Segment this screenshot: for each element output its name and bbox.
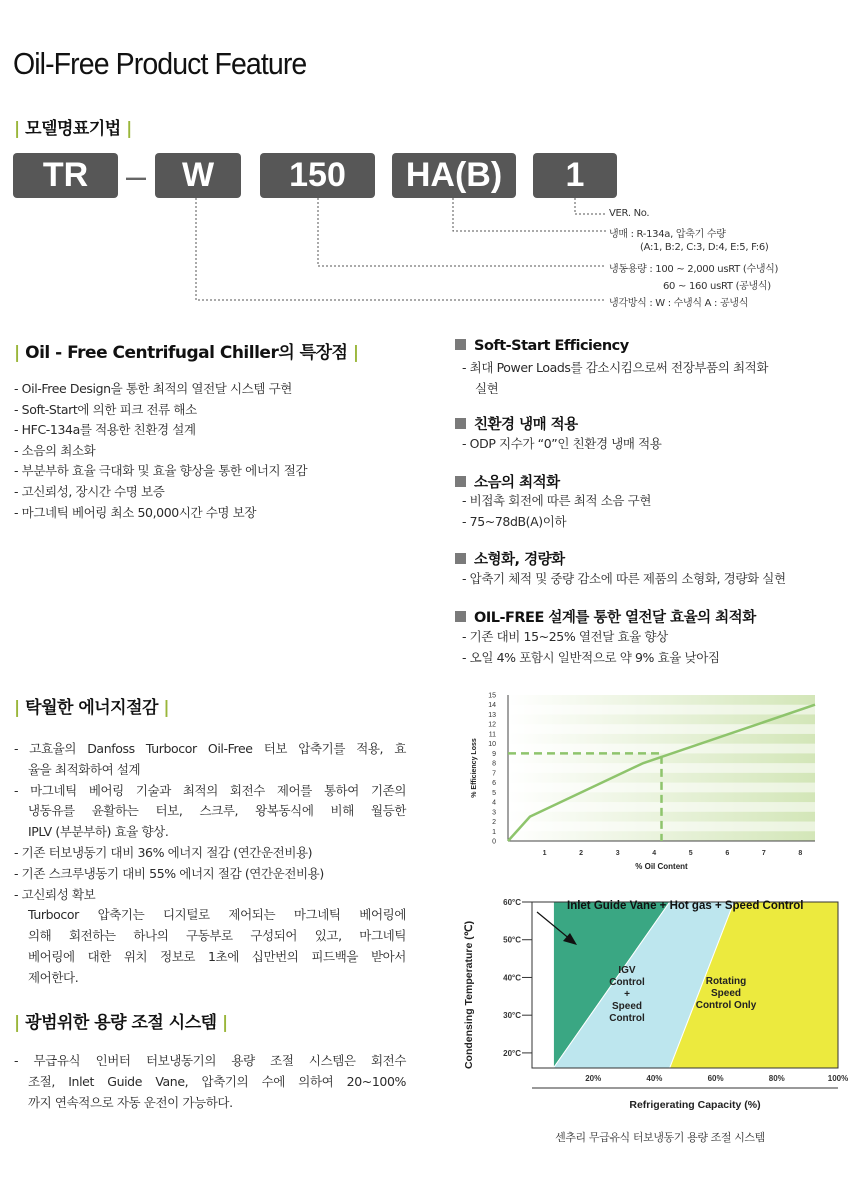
y-tick-label: 12: [488, 721, 496, 729]
stripe-band: [508, 705, 815, 715]
x-tick-label: 1: [542, 850, 547, 857]
feature-compact-title: 소형화, 경량화: [455, 548, 565, 569]
square-bullet-icon: [455, 339, 466, 350]
y-tick-label: 30°C: [503, 1011, 521, 1021]
stripe-band: [508, 724, 815, 734]
y-tick-label: 10: [488, 741, 496, 749]
x-tick-label: 60%: [707, 1074, 724, 1083]
list-item: 냉동유를 윤활하는 터보, 스크루, 왕복동식에 비해 월등한: [28, 803, 406, 819]
x-tick-label: 100%: [827, 1074, 849, 1083]
y-tick-label: 60°C: [503, 898, 521, 907]
x-tick-label: 80%: [768, 1074, 785, 1083]
legend-refrigerant: 냉매 : R-134a, 압축기 수량: [609, 229, 726, 240]
energy-heading: | 탁월한 에너지절감 |: [14, 698, 170, 718]
y-tick-label: 20°C: [503, 1048, 521, 1058]
energy-list: [14, 739, 406, 989]
feature-compact-body: - 압축기 체적 및 중량 감소에 따른 제품의 소형화, 경량화 실현: [462, 571, 786, 586]
capacity-control-chart: [455, 890, 850, 1120]
y-axis-label: % Efficiency Loss: [471, 738, 478, 798]
square-bullet-icon: [455, 553, 466, 564]
y-tick-label: 2: [492, 819, 496, 827]
x-tick-label: 20%: [585, 1074, 602, 1083]
feature-heat-transfer-title: OIL-FREE 설계를 통한 열전달 효율의 최적화: [455, 606, 756, 627]
x-tick-label: 2: [579, 850, 584, 857]
legend-capacity-air: 60 ~ 160 usRT (공냉식): [663, 281, 771, 292]
list-item: - 마그네틱 베어링 기술과 최적의 회전수 제어를 통하여 기존의: [14, 782, 406, 798]
y-tick-label: 50°C: [503, 935, 521, 945]
list-item: - Oil-Free Design을 통한 최적의 열전달 시스템 구현: [14, 381, 292, 396]
stripe-band: [508, 744, 815, 754]
x-axis-label: % Oil Content: [635, 862, 688, 871]
region-label-igv: Speed: [611, 1001, 643, 1012]
y-tick-label: 1: [492, 828, 496, 836]
x-tick-label: 4: [652, 850, 657, 857]
code-tr: TR: [13, 153, 118, 198]
list-item: - 고효율의 Danfoss Turbocor Oil-Free 터보 압축기를 적용, 효: [14, 741, 406, 756]
feature-eco-refrigerant-title: 친환경 냉매 적용: [455, 413, 578, 434]
list-item: - 기존 터보냉동기 대비 36% 에너지 절감 (연간운전비용): [14, 844, 313, 860]
leader-cooling: [196, 198, 606, 300]
x-tick-label: 5: [688, 850, 693, 857]
figure-caption: 센추리 무급유식 터보냉동기 용량 조절 시스템: [555, 1131, 765, 1144]
y-tick-label: 14: [488, 702, 496, 710]
x-tick-label: 40%: [646, 1074, 663, 1083]
list-item: - 고신뢰성 확보: [14, 886, 96, 902]
capacity-list: [14, 1051, 406, 1113]
y-tick-label: 8: [492, 760, 496, 768]
leader-capacity: [318, 198, 606, 266]
list-item: 율을 최적화하여 설계: [28, 761, 141, 777]
square-bullet-icon: [455, 418, 466, 429]
y-tick-label: 11: [488, 731, 496, 739]
features-heading: | Oil - Free Centrifugal Chiller의 특장점 |: [14, 343, 359, 363]
y-tick-label: 4: [492, 799, 496, 807]
list-item: IPLV (부분부하) 효율 향상.: [28, 824, 169, 840]
legend-ver: VER. No.: [609, 208, 650, 219]
y-tick-label: 13: [488, 711, 496, 719]
list-item: 의해 회전하는 하나의 구동부로 구성되어 있고, 마그네틱: [28, 928, 406, 944]
feature-soft-start-title: Soft-Start Efficiency: [455, 338, 629, 354]
list-item: - 부분부하 효율 극대화 및 효율 향상을 통한 에너지 절감: [14, 463, 308, 479]
code-w: W: [155, 153, 241, 198]
x-tick-label: 3: [615, 850, 620, 857]
y-tick-label: 9: [492, 750, 496, 758]
code-150: 150: [260, 153, 375, 198]
feature-eco-refrigerant-body: - ODP 지수가 “0”인 친환경 냉매 적용: [462, 436, 662, 451]
list-item: 까지 연속적으로 자동 운전이 가능하다.: [28, 1094, 233, 1110]
y-tick-label: 3: [492, 809, 496, 817]
square-bullet-icon: [455, 611, 466, 622]
legend-compressor-count: (A:1, B:2, C:3, D:4, E:5, F:6): [640, 242, 769, 253]
list-item: - 무급유식 인버터 터보냉동기의 용량 조절 시스템은 회전수: [14, 1053, 406, 1068]
list-item: 베어링에 대한 위치 정보로 1초에 십만번의 피드백을 받아서: [28, 948, 406, 964]
region-label-rotating: Control Only: [695, 1000, 757, 1011]
list-item: - 고신뢰성, 장시간 수명 보증: [14, 483, 165, 499]
list-item: - HFC-134a를 적용한 친환경 설계: [14, 422, 196, 438]
y-axis-label: Condensing Temperature (℃): [463, 920, 475, 1070]
list-item: 조절, Inlet Guide Vane, 압축기의 수에 의하여 20~100%: [28, 1073, 406, 1089]
feature-heat-transfer-body: - 기존 대비 15~25% 열전달 효율 향상 - 오일 4% 포함시 일반적으로 약 9% 효율 낮아짐: [462, 629, 720, 665]
list-item: 제어한다.: [28, 969, 79, 985]
legend-cooling-type: 냉각방식 : W : 수냉식 A : 공냉식: [609, 298, 749, 309]
chart-title: Inlet Guide Vane + Hot gas + Speed Control: [567, 900, 804, 912]
capacity-heading: | 광범위한 용량 조절 시스템 |: [14, 1013, 228, 1033]
region-label-igv: +: [624, 989, 630, 1000]
y-tick-label: 7: [492, 770, 496, 778]
feature-noise-body: - 비접촉 회전에 따른 최적 소음 구현 - 75~78dB(A)이하: [462, 493, 652, 529]
leader-ver: [575, 198, 606, 214]
y-tick-label: 6: [492, 780, 496, 788]
region-label-igv: Control: [609, 1013, 645, 1024]
legend-capacity-water: 냉동용량 : 100 ~ 2,000 usRT (수냉식): [609, 264, 779, 275]
efficiency-loss-chart: [460, 685, 840, 875]
y-tick-label: 0: [492, 838, 496, 846]
features-list: [14, 379, 307, 523]
x-tick-label: 7: [761, 850, 766, 857]
region-label-rotating: Speed: [710, 988, 742, 999]
feature-noise-title: 소음의 최적화: [455, 471, 560, 492]
region-label-rotating: Rotating: [705, 976, 747, 987]
region-label-igv: IGV: [618, 965, 636, 976]
x-tick-label: 6: [725, 850, 730, 857]
feature-soft-start-body: - 최대 Power Loads를 감소시킴으로써 전장부품의 최적화 실현: [462, 360, 768, 396]
x-tick-label: 8: [798, 850, 803, 857]
square-bullet-icon: [455, 476, 466, 487]
code-dash: –: [125, 155, 147, 196]
list-item: - 소음의 최소화: [14, 442, 96, 458]
code-1: 1: [533, 153, 617, 198]
y-tick-label: 15: [488, 692, 496, 700]
y-tick-label: 40°C: [503, 973, 521, 983]
code-hab: HA(B): [392, 153, 516, 198]
region-label-igv: Control: [609, 977, 645, 988]
page-title: Oil-Free Product Feature: [13, 46, 307, 81]
model-naming-heading: | 모델명표기법 |: [14, 119, 132, 139]
list-item: - 마그네틱 베어링 최소 50,000시간 수명 보장: [14, 504, 257, 520]
list-item: - 기존 스크루냉동기 대비 55% 에너지 절감 (연간운전비용): [14, 865, 324, 881]
y-tick-label: 5: [492, 789, 496, 797]
list-item: - Soft-Start에 의한 피크 전류 해소: [14, 401, 197, 417]
x-axis-label: Refrigerating Capacity (%): [629, 1099, 761, 1111]
list-item: Turbocor 압축기는 디지털로 제어되는 마그네틱 베어링에: [28, 907, 406, 923]
